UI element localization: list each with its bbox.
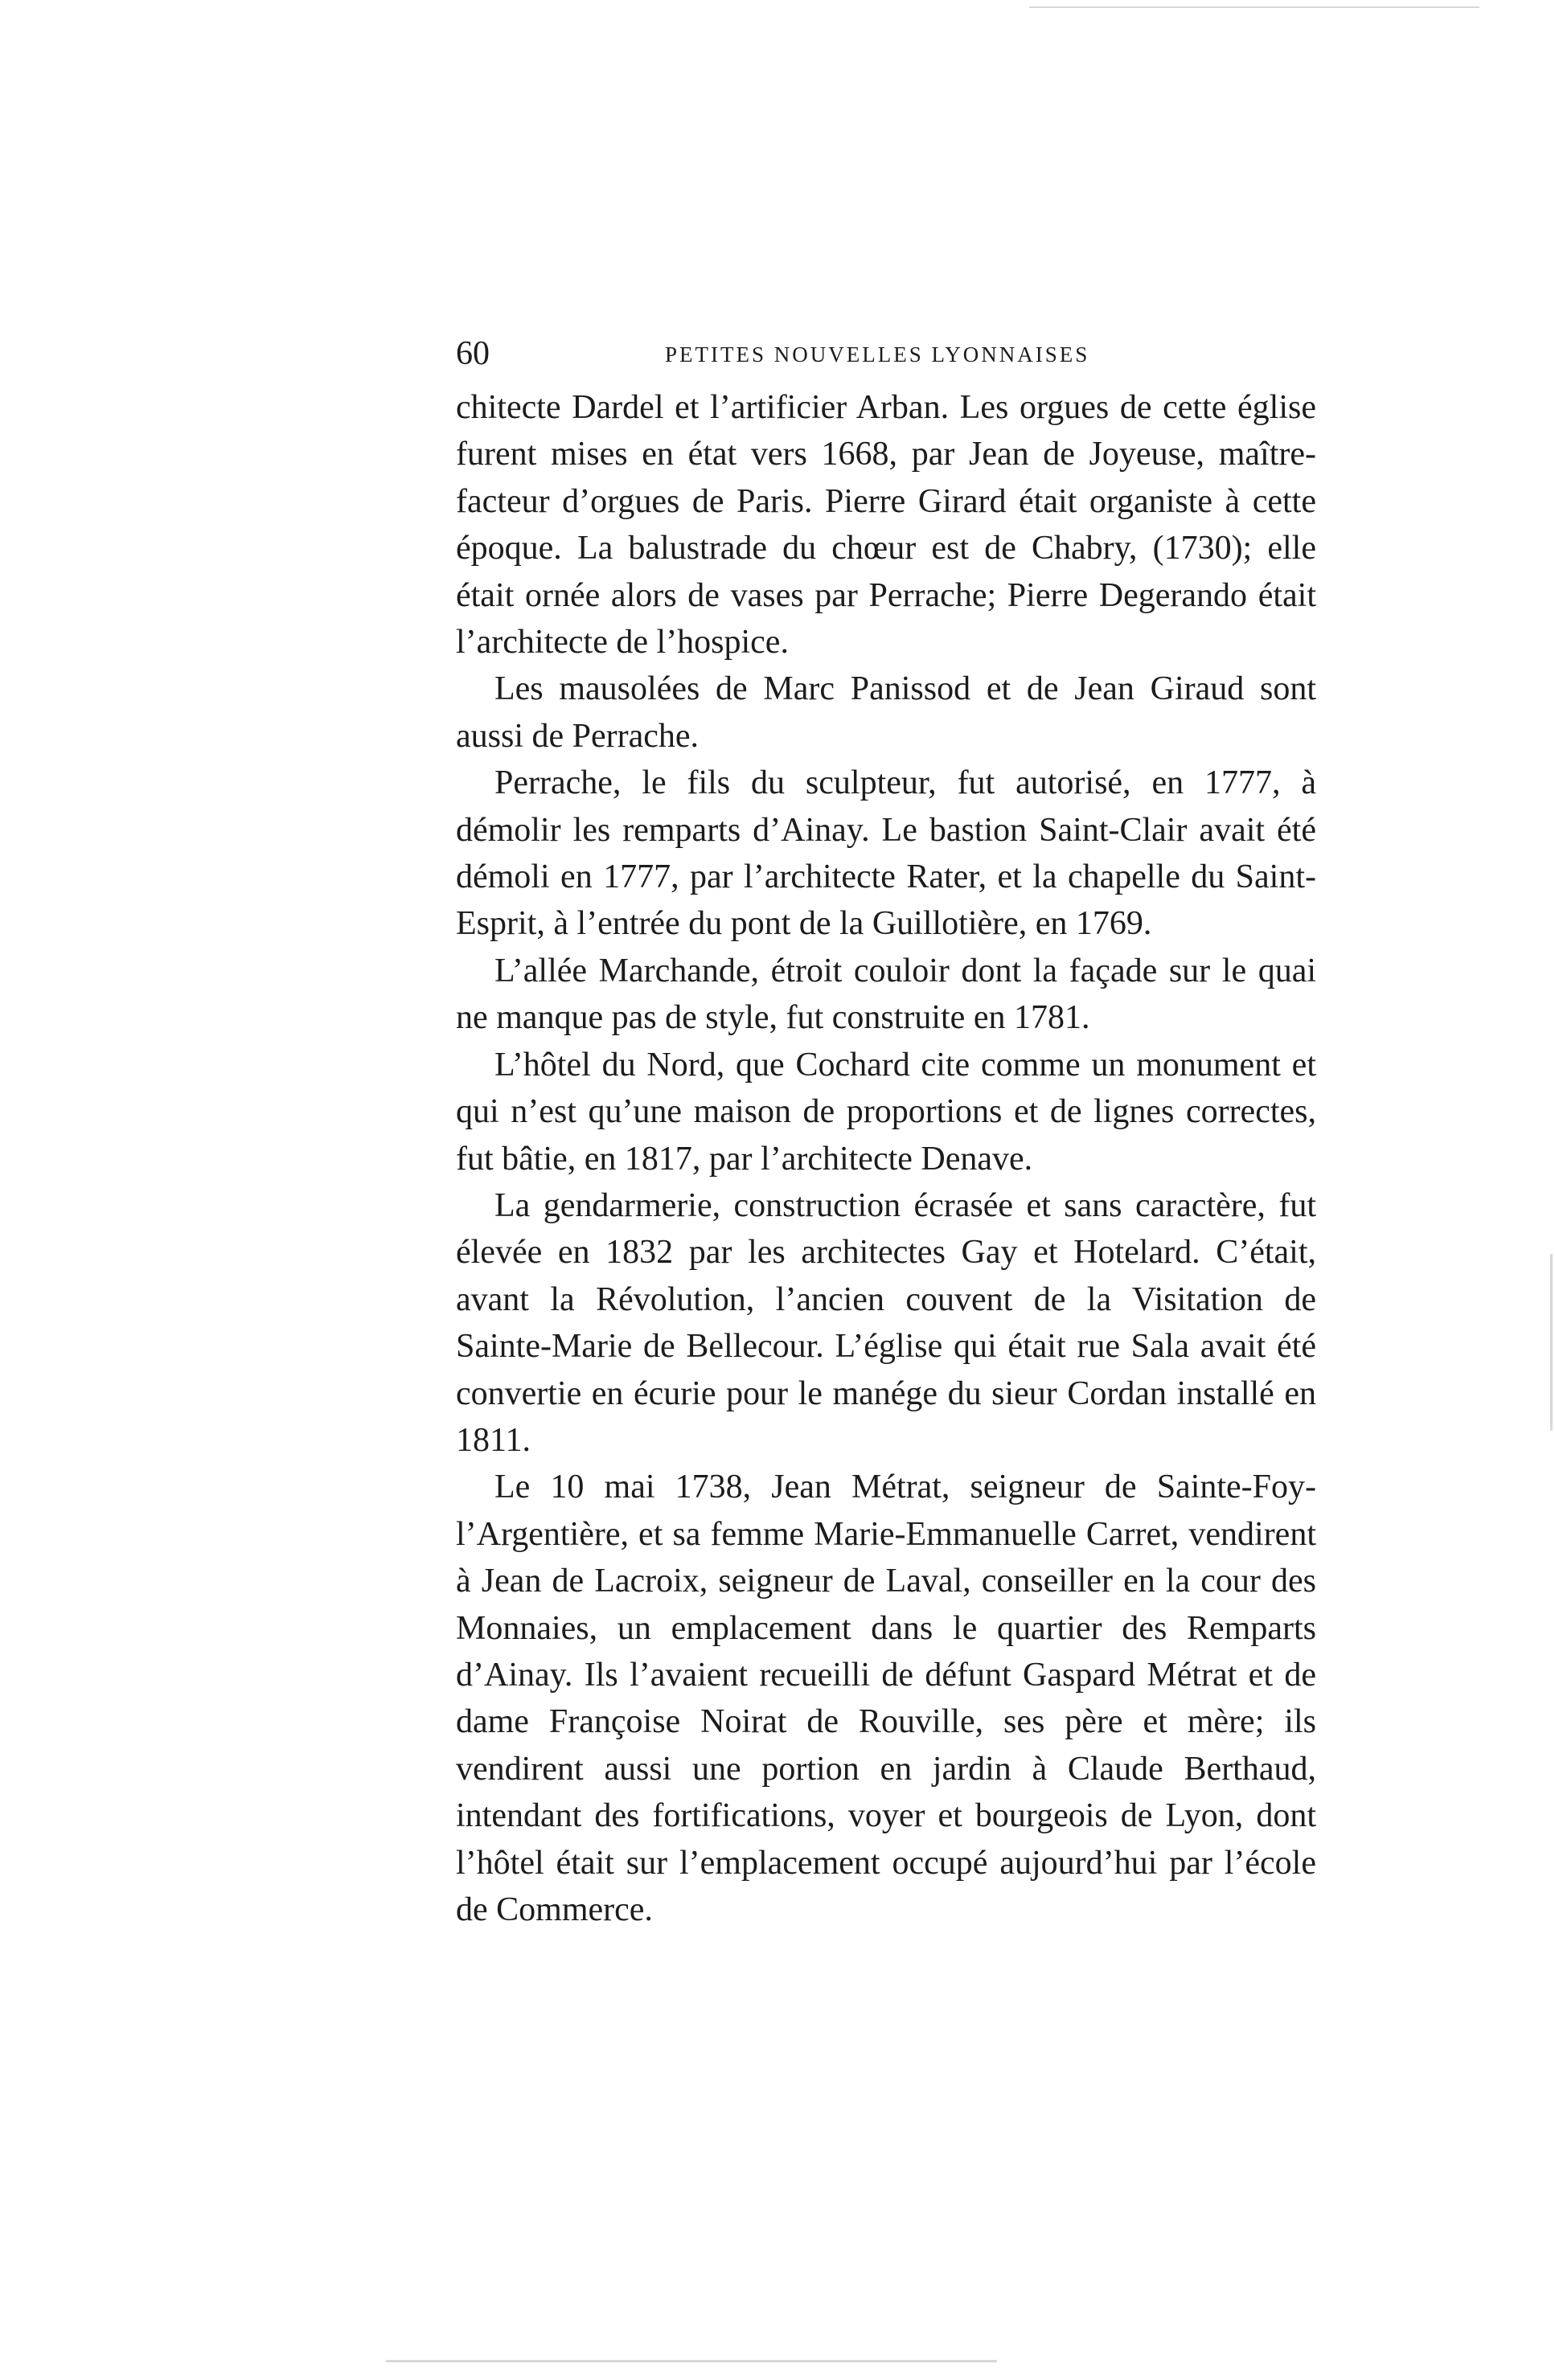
- paragraph: Le 10 mai 1738, Jean Métrat, seigneur de Sainte-Foy-l’Argentière, et sa femme Marie-Emmanuelle Carret, vendirent à Jean de Lacroix, seigneur de Laval, conseiller en la cour des Monnaies, un emplacement dans le quartier des Remparts d’Ainay. Ils l’avaient recueilli de défunt Gaspard Métrat et de dame Françoise Noirat de Rouville, ses père et mère; ils vendirent aussi une portion en jardin à Claude Berthaud, intendant des fortifications, voyer et bourgeois de Lyon, dont l’hôtel était sur l’emplacement occupé aujourd’hui par l’école de Commerce.: [456, 1469, 1316, 1928]
- paragraph: Les mausolées de Marc Panissod et de Jean Giraud sont aussi de Perrache.: [456, 670, 1316, 755]
- scan-artifact-right: [1550, 1254, 1553, 1431]
- running-head: [456, 330, 1315, 378]
- scan-artifact-bottom: [386, 2360, 997, 2362]
- running-title: PETITES NOUVELLES LYONNAISES: [665, 342, 1090, 367]
- paragraph: L’allée Marchande, étroit couloir dont la façade sur le quai ne manque pas de style, fut construite en 1781.: [456, 952, 1316, 1037]
- paragraph: L’hôtel du Nord, que Cochard cite comme un monument et qui n’est qu’une maison de proportions et de lignes correctes, fut bâtie, en 1817, par l’architecte Denave.: [456, 1046, 1316, 1178]
- paragraph: chitecte Dardel et l’artificier Arban. Les orgues de cette église furent mises en état vers 1668, par Jean de Joyeuse, maître-facteur d’orgues de Paris. Pierre Girard était organiste à cette époque. La balustrade du chœur est de Chabry, (1730); elle était ornée alors de vases par Perrache; Pierre Degerando était l’architecte de l’hospice.: [456, 389, 1316, 662]
- page-number: 60: [456, 335, 490, 372]
- body-text: [456, 384, 1316, 1933]
- paragraph: Perrache, le fils du sculpteur, fut autorisé, en 1777, à démolir les remparts d’Ainay. Le bastion Saint-Clair avait été démoli en 1777, par l’architecte Rater, et la chapelle du Saint-Esprit, à l’entrée du pont de la Guillotière, en 1769.: [456, 764, 1316, 943]
- scan-artifact-top: [1029, 6, 1479, 8]
- paragraph: La gendarmerie, construction écrasée et sans caractère, fut élevée en 1832 par les architectes Gay et Hotelard. C’était, avant la Révolution, l’ancien couvent de la Visitation de Sainte-Marie de Bellecour. L’église qui était rue Sala avait été convertie en écurie pour le manége du sieur Cordan installé en 1811.: [456, 1186, 1316, 1459]
